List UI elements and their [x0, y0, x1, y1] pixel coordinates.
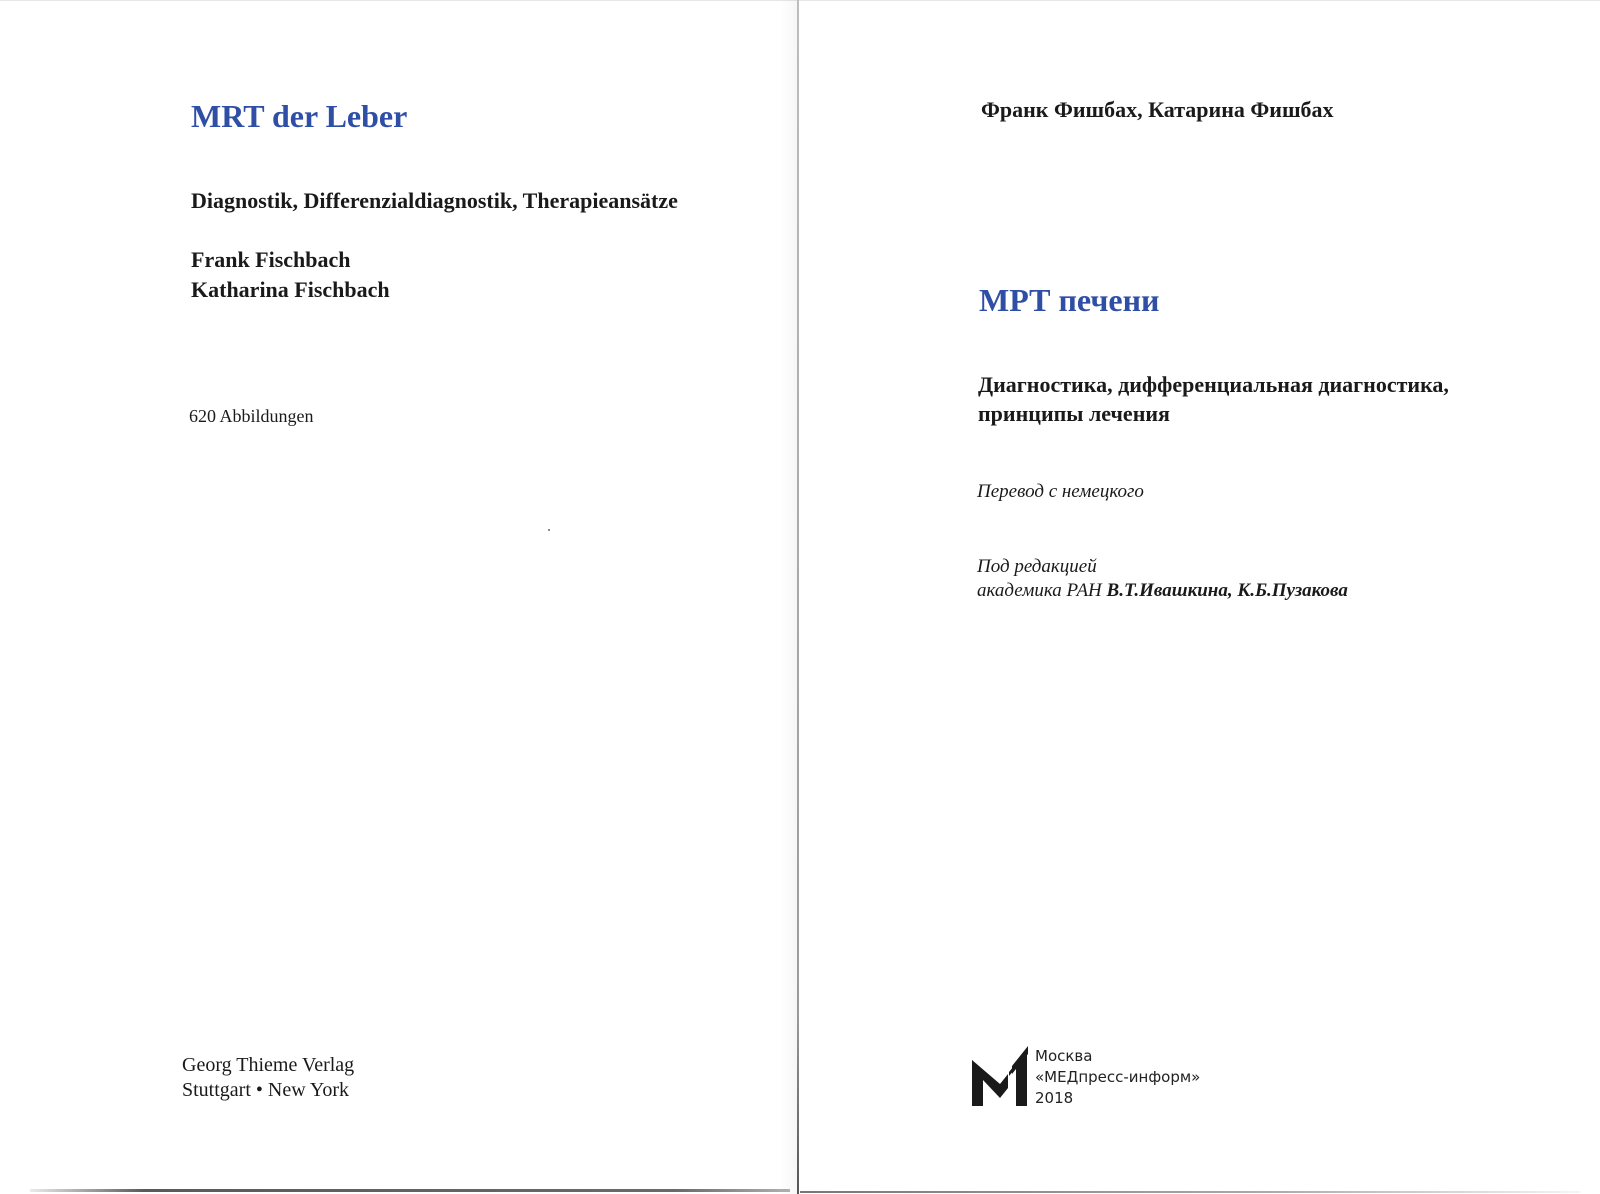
left-page: [0, 0, 798, 1194]
spine-shadow: [780, 0, 797, 1194]
left-publisher-name: Georg Thieme Verlag: [182, 1054, 355, 1076]
bottom-scan-edge-left: [30, 1189, 790, 1192]
illustrations-count: 620 Abbildungen: [189, 406, 314, 426]
editor-rank: академика РАН: [977, 580, 1102, 601]
right-subtitle-line-2: принципы лечения: [978, 401, 1170, 426]
publisher-city: Москва: [1035, 1047, 1093, 1065]
editor-line: [977, 580, 1348, 602]
translation-note: Перевод с немецкого: [977, 481, 1144, 502]
right-page: [798, 0, 1600, 1194]
book-spine: [797, 0, 799, 1194]
medpress-inform-logo: [972, 1046, 1028, 1106]
editor-names: В.Т.Ивашкина, К.Б.Пузакова: [1106, 580, 1348, 601]
top-scan-edge: [0, 0, 1600, 1]
editor-intro: Под редакцией: [977, 556, 1097, 577]
right-authors: Франк Фишбах, Катарина Фишбах: [981, 97, 1334, 122]
publisher-year: 2018: [1035, 1089, 1074, 1107]
right-publisher: [1035, 1046, 1200, 1109]
bottom-scan-edge-right: [800, 1191, 1580, 1193]
paper-speck: [548, 529, 550, 531]
left-title: MRT der Leber: [191, 98, 408, 134]
publisher-name: «МЕДпресс-информ»: [1035, 1068, 1201, 1086]
right-subtitle-line-1: Диагностика, дифференциальная диагностика,: [978, 372, 1449, 397]
right-title: МРТ печени: [979, 282, 1160, 318]
left-publisher-place: Stuttgart • New York: [182, 1079, 350, 1101]
left-author-2: Katharina Fischbach: [191, 277, 390, 302]
left-subtitle: Diagnostik, Differenzialdiagnostik, Therapieansätze: [191, 188, 678, 213]
left-author-1: Frank Fischbach: [191, 247, 351, 272]
